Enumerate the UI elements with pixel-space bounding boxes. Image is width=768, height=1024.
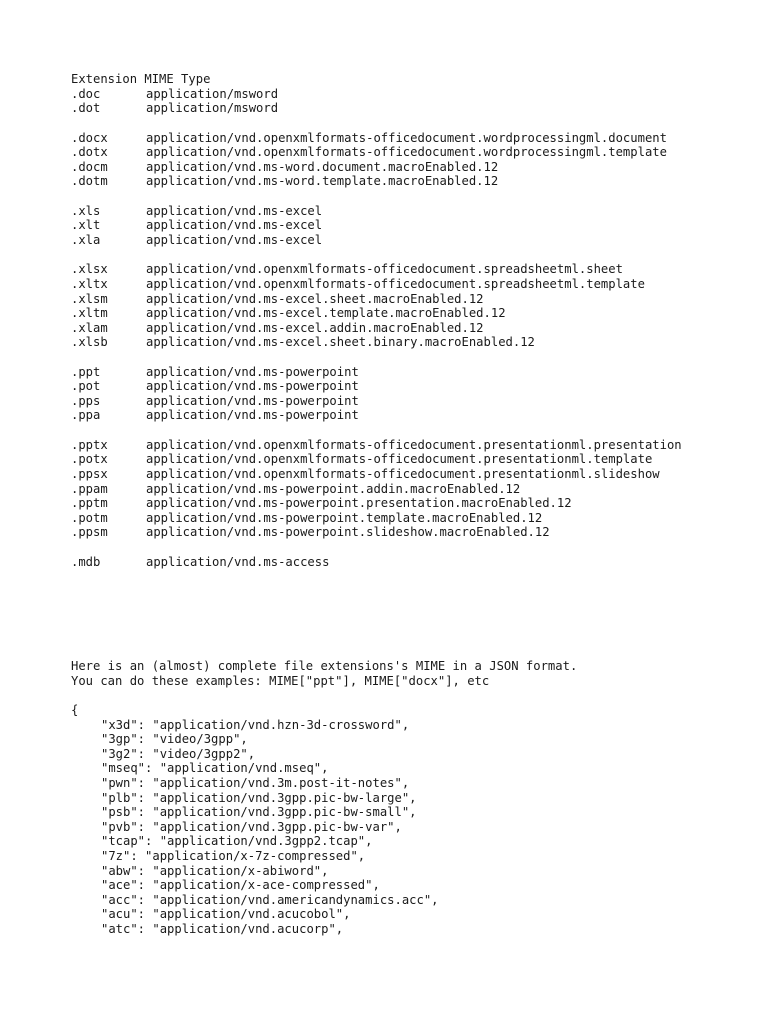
table-group [71, 262, 751, 350]
extension-cell: .ppt [71, 364, 101, 379]
extension-cell: .mdb [71, 554, 101, 569]
table-body [71, 87, 751, 570]
mime-type-cell: application/vnd.ms-word.template.macroEnabled.12 [146, 174, 499, 189]
table-header: Extension MIME Type [71, 72, 211, 86]
mime-type-cell: application/vnd.ms-powerpoint [146, 379, 359, 394]
extension-cell: .pptx [71, 437, 108, 452]
extension-cell: .ppsm [71, 525, 108, 540]
json-entry: "atc": "application/vnd.acucorp", [101, 921, 344, 936]
extension-cell: .dot [71, 101, 101, 116]
extension-cell: .ppsx [71, 467, 108, 482]
json-entry: "x3d": "application/vnd.hzn-3d-crossword", [101, 717, 410, 732]
json-entry: "mseq": "application/vnd.mseq", [101, 761, 329, 776]
table-row [71, 233, 751, 248]
mime-type-cell: application/vnd.openxmlformats-officedocument.spreadsheetml.sheet [146, 262, 623, 277]
json-entry: "acc": "application/vnd.americandynamics.acc", [101, 892, 439, 907]
mime-type-cell: application/vnd.ms-excel.sheet.binary.macroEnabled.12 [146, 335, 535, 350]
mime-type-cell: application/vnd.ms-access [146, 554, 330, 569]
json-entries [71, 718, 751, 937]
mime-type-cell: application/vnd.ms-powerpoint.addin.macroEnabled.12 [146, 481, 521, 496]
table-row [71, 438, 751, 453]
table-group [71, 555, 751, 570]
mime-type-cell: application/vnd.openxmlformats-officedocument.wordprocessingml.template [146, 145, 667, 160]
mime-type-cell: application/vnd.ms-word.document.macroEnabled.12 [146, 159, 499, 174]
extension-cell: .ppa [71, 408, 101, 423]
extension-cell: .pptm [71, 496, 108, 511]
intro-line-2: You can do these examples: MIME["ppt"], MIME["docx"], etc [71, 674, 490, 688]
table-row [71, 365, 751, 380]
mime-type-cell: application/vnd.ms-excel [146, 232, 323, 247]
json-entry: "pvb": "application/vnd.3gpp.pic-bw-var", [101, 819, 402, 834]
table-row [71, 496, 751, 511]
table-group [71, 87, 751, 116]
table-row [71, 335, 751, 350]
json-open-brace: { [71, 703, 79, 717]
table-row [71, 101, 751, 116]
table-row [71, 160, 751, 175]
intro-line-1: Here is an (almost) complete file extensions's MIME in a JSON format. [71, 659, 578, 673]
table-row [71, 204, 751, 219]
table-row [71, 408, 751, 423]
mime-type-cell: application/vnd.openxmlformats-officedocument.spreadsheetml.template [146, 276, 645, 291]
mime-type-cell: application/vnd.ms-excel.sheet.macroEnabled.12 [146, 291, 484, 306]
extension-cell: .xltx [71, 276, 108, 291]
intro-text [71, 659, 751, 689]
extension-cell: .dotx [71, 145, 108, 160]
json-entry: "psb": "application/vnd.3gpp.pic-bw-small", [101, 805, 417, 820]
extension-cell: .docx [71, 130, 108, 145]
table-row [71, 394, 751, 409]
extension-cell: .pot [71, 379, 101, 394]
extension-cell: .xls [71, 203, 101, 218]
mime-type-cell: application/msword [146, 86, 279, 101]
table-row [71, 306, 751, 321]
table-group [71, 365, 751, 423]
extension-cell: .xla [71, 232, 101, 247]
mime-type-cell: application/vnd.openxmlformats-officedocument.presentationml.presentation [146, 437, 682, 452]
json-entry: "abw": "application/x-abiword", [101, 863, 329, 878]
json-entry: "plb": "application/vnd.3gpp.pic-bw-large", [101, 790, 417, 805]
table-group [71, 131, 751, 189]
table-row [71, 555, 751, 570]
mime-type-cell: application/vnd.ms-powerpoint [146, 364, 359, 379]
table-row [71, 145, 751, 160]
extension-cell: .xlt [71, 218, 101, 233]
json-listing [71, 703, 751, 937]
extension-cell: .potx [71, 452, 108, 467]
table-row [71, 467, 751, 482]
extension-cell: .pps [71, 393, 101, 408]
mime-table [71, 72, 751, 569]
table-row [71, 174, 751, 189]
extension-cell: .xlsm [71, 291, 108, 306]
mime-type-cell: application/vnd.ms-powerpoint.template.macroEnabled.12 [146, 510, 543, 525]
mime-type-cell: application/vnd.openxmlformats-officedocument.presentationml.slideshow [146, 467, 660, 482]
mime-type-cell: application/vnd.ms-excel.addin.macroEnabled.12 [146, 320, 484, 335]
extension-cell: .xlam [71, 320, 108, 335]
mime-type-cell: application/vnd.ms-excel [146, 218, 323, 233]
table-group [71, 438, 751, 540]
table-row [71, 525, 751, 540]
mime-type-cell: application/vnd.openxmlformats-officedocument.presentationml.template [146, 452, 653, 467]
mime-type-cell: application/vnd.ms-excel [146, 203, 323, 218]
mime-type-cell: application/msword [146, 101, 279, 116]
table-row [71, 218, 751, 233]
mime-type-cell: application/vnd.ms-powerpoint [146, 393, 359, 408]
table-row [71, 292, 751, 307]
json-entry: "3gp": "video/3gpp", [101, 732, 248, 747]
json-entry: "7z": "application/x-7z-compressed", [101, 848, 366, 863]
mime-type-cell: application/vnd.openxmlformats-officedocument.wordprocessingml.document [146, 130, 667, 145]
extension-cell: .dotm [71, 174, 108, 189]
extension-cell: .xlsx [71, 262, 108, 277]
extension-cell: .xlsb [71, 335, 108, 350]
mime-type-cell: application/vnd.ms-powerpoint [146, 408, 359, 423]
extension-cell: .potm [71, 510, 108, 525]
table-row [71, 321, 751, 336]
extension-cell: .doc [71, 86, 101, 101]
extension-cell: .xltm [71, 306, 108, 321]
json-entry: "pwn": "application/vnd.3m.post-it-notes", [101, 775, 410, 790]
mime-type-cell: application/vnd.ms-powerpoint.presentation.macroEnabled.12 [146, 496, 572, 511]
json-entry: "ace": "application/x-ace-compressed", [101, 878, 380, 893]
json-entry: "3g2": "video/3gpp2", [101, 746, 256, 761]
table-row [71, 452, 751, 467]
table-row [71, 87, 751, 102]
table-row [71, 277, 751, 292]
table-row [71, 131, 751, 146]
json-entry: "tcap": "application/vnd.3gpp2.tcap", [101, 834, 373, 849]
extension-cell: .docm [71, 159, 108, 174]
table-row [71, 262, 751, 277]
table-row [71, 379, 751, 394]
mime-type-cell: application/vnd.ms-excel.template.macroEnabled.12 [146, 306, 506, 321]
extension-cell: .ppam [71, 481, 108, 496]
mime-type-cell: application/vnd.ms-powerpoint.slideshow.macroEnabled.12 [146, 525, 550, 540]
table-group [71, 204, 751, 248]
table-row [71, 511, 751, 526]
json-entry: "acu": "application/vnd.acucobol", [101, 907, 351, 922]
table-row [71, 482, 751, 497]
